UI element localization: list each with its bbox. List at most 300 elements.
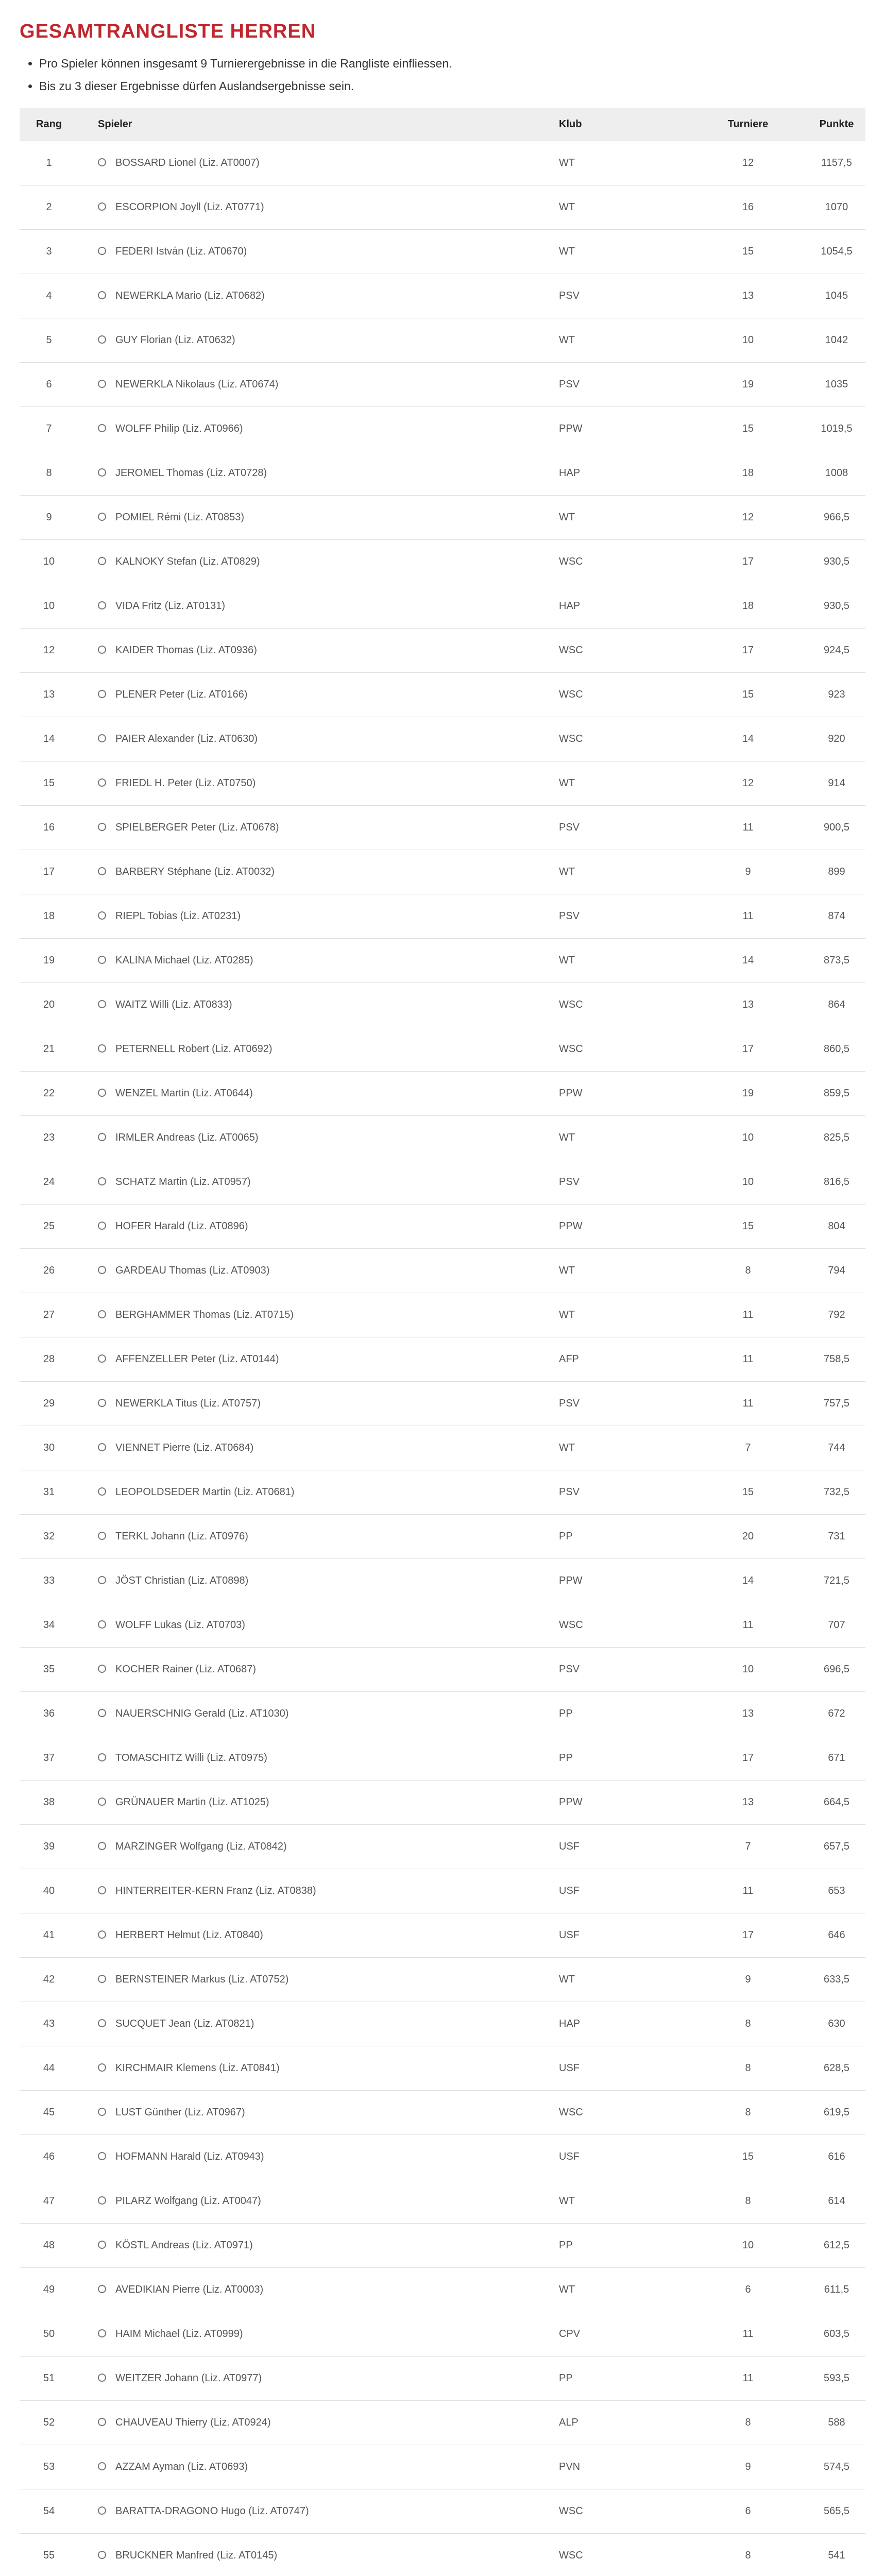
club-cell: PPW	[556, 1559, 688, 1603]
player-cell	[78, 1648, 556, 1692]
tournaments-cell: 12	[688, 761, 808, 806]
tournaments-cell: 8	[688, 2046, 808, 2091]
club-cell: PP	[556, 1515, 688, 1559]
player-cell	[78, 2046, 556, 2091]
player-name-link[interactable]: SPIELBERGER Peter (Liz. AT0678)	[115, 822, 279, 834]
tournaments-cell: 11	[688, 1382, 808, 1426]
table-row[interactable]	[20, 2401, 865, 2445]
rank-cell: 1	[20, 141, 78, 185]
user-circle-icon	[98, 2108, 106, 2116]
rank-cell: 31	[20, 1470, 78, 1515]
points-cell: 816,5	[808, 1160, 865, 1205]
rank-cell: 37	[20, 1736, 78, 1781]
user-circle-icon	[98, 1000, 106, 1008]
player-name-link[interactable]: AZZAM Ayman (Liz. AT0693)	[115, 2461, 248, 2473]
player-cell	[78, 141, 556, 185]
club-cell: PVN	[556, 2445, 688, 2489]
player-name-link[interactable]: BERNSTEINER Markus (Liz. AT0752)	[115, 1974, 289, 1986]
rank-cell: 28	[20, 1337, 78, 1382]
player-cell	[78, 1072, 556, 1116]
club-cell: WSC	[556, 629, 688, 673]
points-cell: 731	[808, 1515, 865, 1559]
player-name-link[interactable]: GARDEAU Thomas (Liz. AT0903)	[115, 1265, 270, 1277]
points-cell: 630	[808, 2002, 865, 2046]
player-cell	[78, 2312, 556, 2357]
rank-cell: 18	[20, 894, 78, 939]
player-cell	[78, 1027, 556, 1072]
points-cell: 859,5	[808, 1072, 865, 1116]
player-name-link[interactable]: RIEPL Tobias (Liz. AT0231)	[115, 910, 241, 922]
player-name-link[interactable]: TOMASCHITZ Willi (Liz. AT0975)	[115, 1752, 267, 1764]
player-name-link[interactable]: PLENER Peter (Liz. AT0166)	[115, 689, 248, 701]
player-name-link[interactable]: KALINA Michael (Liz. AT0285)	[115, 955, 253, 967]
player-cell	[78, 584, 556, 629]
rank-cell: 7	[20, 407, 78, 451]
tournaments-cell: 13	[688, 1781, 808, 1825]
user-circle-icon	[98, 2329, 106, 2337]
tournaments-cell: 10	[688, 1160, 808, 1205]
table-row[interactable]	[20, 761, 865, 806]
table-row[interactable]	[20, 1382, 865, 1426]
player-cell	[78, 806, 556, 850]
player-name-link[interactable]: MARZINGER Wolfgang (Liz. AT0842)	[115, 1841, 287, 1853]
rank-cell: 10	[20, 540, 78, 584]
points-cell: 860,5	[808, 1027, 865, 1072]
club-cell: USF	[556, 2135, 688, 2179]
rank-cell: 3	[20, 230, 78, 274]
table-row[interactable]	[20, 318, 865, 363]
table-row[interactable]	[20, 185, 865, 230]
player-name-link[interactable]: BRUCKNER Manfred (Liz. AT0145)	[115, 2550, 278, 2562]
rank-cell: 47	[20, 2179, 78, 2224]
tournaments-cell: 15	[688, 230, 808, 274]
player-name-link[interactable]: AVEDIKIAN Pierre (Liz. AT0003)	[115, 2284, 264, 2296]
player-name-link[interactable]: LEOPOLDSEDER Martin (Liz. AT0681)	[115, 1486, 295, 1498]
table-row[interactable]	[20, 2046, 865, 2091]
player-name-link[interactable]: BERGHAMMER Thomas (Liz. AT0715)	[115, 1309, 294, 1321]
table-row[interactable]	[20, 1958, 865, 2002]
tournaments-cell: 11	[688, 1603, 808, 1648]
table-row[interactable]	[20, 2312, 865, 2357]
column-header-tournaments: Turniere	[688, 108, 808, 141]
player-name-link[interactable]: IRMLER Andreas (Liz. AT0065)	[115, 1132, 259, 1144]
player-name-link[interactable]: KOCHER Rainer (Liz. AT0687)	[115, 1664, 257, 1675]
user-circle-icon	[98, 1310, 106, 1318]
rank-cell: 30	[20, 1426, 78, 1470]
rank-cell: 25	[20, 1205, 78, 1249]
table-row[interactable]	[20, 1470, 865, 1515]
table-body	[20, 141, 865, 2576]
player-name-link[interactable]: JEROMEL Thomas (Liz. AT0728)	[115, 467, 267, 479]
player-name-link[interactable]: AFFENZELLER Peter (Liz. AT0144)	[115, 1353, 279, 1365]
tournaments-cell: 13	[688, 983, 808, 1027]
player-name-link[interactable]: VIENNET Pierre (Liz. AT0684)	[115, 1442, 254, 1454]
tournaments-cell: 17	[688, 1736, 808, 1781]
player-name-link[interactable]: JÖST Christian (Liz. AT0898)	[115, 1575, 249, 1587]
table-row[interactable]	[20, 1559, 865, 1603]
player-cell	[78, 2135, 556, 2179]
points-cell: 593,5	[808, 2357, 865, 2401]
tournaments-cell: 17	[688, 540, 808, 584]
rank-cell: 2	[20, 185, 78, 230]
points-cell: 1035	[808, 363, 865, 407]
table-row[interactable]	[20, 1072, 865, 1116]
tournaments-cell: 8	[688, 1249, 808, 1293]
rank-cell: 46	[20, 2135, 78, 2179]
points-cell: 614	[808, 2179, 865, 2224]
table-row[interactable]	[20, 2224, 865, 2268]
table-row[interactable]	[20, 2135, 865, 2179]
tournaments-cell: 10	[688, 318, 808, 363]
player-cell	[78, 1736, 556, 1781]
points-cell: 1157,5	[808, 141, 865, 185]
tournaments-cell: 9	[688, 1958, 808, 2002]
table-row[interactable]	[20, 2179, 865, 2224]
table-row[interactable]	[20, 1205, 865, 1249]
player-name-link[interactable]: SUCQUET Jean (Liz. AT0821)	[115, 2018, 254, 2030]
rank-cell: 20	[20, 983, 78, 1027]
player-name-link[interactable]: TERKL Johann (Liz. AT0976)	[115, 1531, 248, 1543]
table-row[interactable]	[20, 1603, 865, 1648]
club-cell: HAP	[556, 584, 688, 629]
points-cell: 914	[808, 761, 865, 806]
table-row[interactable]	[20, 2002, 865, 2046]
points-cell: 873,5	[808, 939, 865, 983]
player-name-link[interactable]: HINTERREITER-KERN Franz (Liz. AT0838)	[115, 1885, 316, 1897]
tournaments-cell: 6	[688, 2489, 808, 2534]
player-cell	[78, 2401, 556, 2445]
tournaments-cell: 12	[688, 496, 808, 540]
club-cell: PSV	[556, 274, 688, 318]
table-row[interactable]	[20, 496, 865, 540]
table-row[interactable]	[20, 1648, 865, 1692]
club-cell: PP	[556, 2224, 688, 2268]
points-cell: 565,5	[808, 2489, 865, 2534]
points-cell: 603,5	[808, 2312, 865, 2357]
points-cell: 825,5	[808, 1116, 865, 1160]
user-circle-icon	[98, 2196, 106, 2205]
table-row[interactable]	[20, 1692, 865, 1736]
table-row[interactable]	[20, 1293, 865, 1337]
table-row[interactable]	[20, 1337, 865, 1382]
table-row[interactable]	[20, 1869, 865, 1913]
table-row[interactable]	[20, 894, 865, 939]
user-circle-icon	[98, 646, 106, 654]
club-cell: WT	[556, 496, 688, 540]
player-name-link[interactable]: FEDERI István (Liz. AT0670)	[115, 246, 247, 258]
player-cell	[78, 1426, 556, 1470]
user-circle-icon	[98, 690, 106, 698]
table-row[interactable]	[20, 983, 865, 1027]
player-name-link[interactable]: GRÜNAUER Martin (Liz. AT1025)	[115, 1797, 269, 1808]
table-row[interactable]	[20, 1249, 865, 1293]
tournaments-cell: 19	[688, 363, 808, 407]
user-circle-icon	[98, 778, 106, 787]
player-name-link[interactable]: WAITZ Willi (Liz. AT0833)	[115, 999, 232, 1011]
rank-cell: 27	[20, 1293, 78, 1337]
user-circle-icon	[98, 1798, 106, 1806]
points-cell: 1008	[808, 451, 865, 496]
tournaments-cell: 15	[688, 673, 808, 717]
club-cell: PSV	[556, 1648, 688, 1692]
table-row[interactable]	[20, 629, 865, 673]
player-name-link[interactable]: PILARZ Wolfgang (Liz. AT0047)	[115, 2195, 261, 2207]
note-item: • Bis zu 3 dieser Ergebnisse dürfen Auslandsergebnisse sein.	[39, 75, 865, 97]
player-name-link[interactable]: WOLFF Lukas (Liz. AT0703)	[115, 1619, 245, 1631]
table-row[interactable]	[20, 1426, 865, 1470]
table-row[interactable]	[20, 2489, 865, 2534]
rank-cell: 12	[20, 629, 78, 673]
rank-cell: 52	[20, 2401, 78, 2445]
table-row[interactable]	[20, 717, 865, 761]
table-row[interactable]	[20, 1825, 865, 1869]
user-circle-icon	[98, 956, 106, 964]
club-cell: WT	[556, 1116, 688, 1160]
rank-cell: 24	[20, 1160, 78, 1205]
tournaments-cell: 13	[688, 1692, 808, 1736]
table-row[interactable]	[20, 2445, 865, 2489]
table-row[interactable]	[20, 850, 865, 894]
user-circle-icon	[98, 867, 106, 875]
points-cell: 966,5	[808, 496, 865, 540]
player-name-link[interactable]: KAIDER Thomas (Liz. AT0936)	[115, 645, 257, 656]
rank-cell: 55	[20, 2534, 78, 2576]
user-circle-icon	[98, 2285, 106, 2293]
club-cell: WSC	[556, 540, 688, 584]
tournaments-cell: 15	[688, 407, 808, 451]
points-cell: 633,5	[808, 1958, 865, 2002]
table-row[interactable]	[20, 2268, 865, 2312]
points-cell: 899	[808, 850, 865, 894]
rank-cell: 34	[20, 1603, 78, 1648]
rank-cell: 9	[20, 496, 78, 540]
user-circle-icon	[98, 557, 106, 565]
user-circle-icon	[98, 1133, 106, 1141]
club-cell: PP	[556, 1736, 688, 1781]
player-cell	[78, 983, 556, 1027]
tournaments-cell: 11	[688, 894, 808, 939]
rank-cell: 43	[20, 2002, 78, 2046]
user-circle-icon	[98, 734, 106, 742]
table-row[interactable]	[20, 673, 865, 717]
tournaments-cell: 17	[688, 1027, 808, 1072]
tournaments-cell: 8	[688, 2401, 808, 2445]
points-cell: 758,5	[808, 1337, 865, 1382]
user-circle-icon	[98, 424, 106, 432]
tournaments-cell: 15	[688, 1470, 808, 1515]
user-circle-icon	[98, 1886, 106, 1894]
player-name-link[interactable]: HERBERT Helmut (Liz. AT0840)	[115, 1929, 263, 1941]
rank-cell: 29	[20, 1382, 78, 1426]
tournaments-cell: 8	[688, 2002, 808, 2046]
player-name-link[interactable]: HOFMANN Harald (Liz. AT0943)	[115, 2151, 264, 2163]
rank-cell: 41	[20, 1913, 78, 1958]
club-cell: USF	[556, 2046, 688, 2091]
table-row[interactable]	[20, 1160, 865, 1205]
tournaments-cell: 17	[688, 629, 808, 673]
player-name-link[interactable]: POMIEL Rémi (Liz. AT0853)	[115, 512, 245, 523]
table-row[interactable]	[20, 407, 865, 451]
table-row[interactable]	[20, 806, 865, 850]
club-cell: PSV	[556, 1160, 688, 1205]
user-circle-icon	[98, 2152, 106, 2160]
player-name-link[interactable]: BARBERY Stéphane (Liz. AT0032)	[115, 866, 275, 878]
club-cell: PPW	[556, 1781, 688, 1825]
points-cell: 920	[808, 717, 865, 761]
player-name-link[interactable]: GUY Florian (Liz. AT0632)	[115, 334, 235, 346]
player-cell	[78, 451, 556, 496]
player-cell	[78, 2489, 556, 2534]
player-name-link[interactable]: CHAUVEAU Thierry (Liz. AT0924)	[115, 2417, 271, 2429]
points-cell: 707	[808, 1603, 865, 1648]
player-name-link[interactable]: HOFER Harald (Liz. AT0896)	[115, 1221, 248, 1232]
table-row[interactable]	[20, 274, 865, 318]
player-cell	[78, 318, 556, 363]
table-row[interactable]	[20, 1913, 865, 1958]
club-cell: WT	[556, 230, 688, 274]
table-row[interactable]	[20, 230, 865, 274]
player-name-link[interactable]: ESCORPION Joyll (Liz. AT0771)	[115, 201, 264, 213]
player-cell	[78, 629, 556, 673]
table-row[interactable]	[20, 1736, 865, 1781]
points-cell: 874	[808, 894, 865, 939]
table-row[interactable]	[20, 2534, 865, 2576]
club-cell: WSC	[556, 2534, 688, 2576]
player-name-link[interactable]: NEWERKLA Nikolaus (Liz. AT0674)	[115, 379, 279, 391]
user-circle-icon	[98, 2374, 106, 2382]
tournaments-cell: 14	[688, 1559, 808, 1603]
table-row[interactable]	[20, 540, 865, 584]
rank-cell: 38	[20, 1781, 78, 1825]
points-cell: 792	[808, 1293, 865, 1337]
table-header	[20, 108, 865, 141]
club-cell: HAP	[556, 451, 688, 496]
user-circle-icon	[98, 1753, 106, 1761]
club-cell: PSV	[556, 1470, 688, 1515]
page-title: GESAMTRANGLISTE HERREN	[20, 21, 316, 42]
tournaments-cell: 18	[688, 584, 808, 629]
player-cell	[78, 2445, 556, 2489]
player-name-link[interactable]: BOSSARD Lionel (Liz. AT0007)	[115, 157, 260, 169]
player-name-link[interactable]: HAIM Michael (Liz. AT0999)	[115, 2328, 243, 2340]
notes-list	[20, 52, 865, 97]
tournaments-cell: 7	[688, 1825, 808, 1869]
user-circle-icon	[98, 1576, 106, 1584]
player-name-link[interactable]: SCHATZ Martin (Liz. AT0957)	[115, 1176, 251, 1188]
player-cell	[78, 1249, 556, 1293]
club-cell: PSV	[556, 806, 688, 850]
user-circle-icon	[98, 1842, 106, 1850]
points-cell: 732,5	[808, 1470, 865, 1515]
rank-cell: 5	[20, 318, 78, 363]
user-circle-icon	[98, 1620, 106, 1629]
player-name-link[interactable]: NEWERKLA Titus (Liz. AT0757)	[115, 1398, 261, 1410]
table-row[interactable]	[20, 1116, 865, 1160]
user-circle-icon	[98, 2063, 106, 2072]
player-name-link[interactable]: BARATTA-DRAGONO Hugo (Liz. AT0747)	[115, 2505, 309, 2517]
player-name-link[interactable]: WEITZER Johann (Liz. AT0977)	[115, 2372, 262, 2384]
player-name-link[interactable]: KÖSTL Andreas (Liz. AT0971)	[115, 2240, 253, 2251]
user-circle-icon	[98, 2418, 106, 2426]
player-cell	[78, 540, 556, 584]
points-cell: 612,5	[808, 2224, 865, 2268]
player-cell	[78, 673, 556, 717]
table-row[interactable]	[20, 451, 865, 496]
player-name-link[interactable]: VIDA Fritz (Liz. AT0131)	[115, 600, 226, 612]
points-cell: 696,5	[808, 1648, 865, 1692]
user-circle-icon	[98, 2551, 106, 2559]
points-cell: 864	[808, 983, 865, 1027]
tournaments-cell: 6	[688, 2268, 808, 2312]
rank-cell: 21	[20, 1027, 78, 1072]
player-name-link[interactable]: NAUERSCHNIG Gerald (Liz. AT1030)	[115, 1708, 289, 1720]
club-cell: WT	[556, 1958, 688, 2002]
table-row[interactable]	[20, 1781, 865, 1825]
club-cell: PSV	[556, 894, 688, 939]
player-name-link[interactable]: LUST Günther (Liz. AT0967)	[115, 2107, 245, 2119]
user-circle-icon	[98, 380, 106, 388]
points-cell: 757,5	[808, 1382, 865, 1426]
player-name-link[interactable]: PAIER Alexander (Liz. AT0630)	[115, 733, 258, 745]
user-circle-icon	[98, 513, 106, 521]
tournaments-cell: 19	[688, 1072, 808, 1116]
player-name-link[interactable]: KALNOKY Stefan (Liz. AT0829)	[115, 556, 260, 568]
table-row[interactable]	[20, 141, 865, 185]
player-name-link[interactable]: PETERNELL Robert (Liz. AT0692)	[115, 1043, 273, 1055]
player-name-link[interactable]: WENZEL Martin (Liz. AT0644)	[115, 1088, 253, 1099]
user-circle-icon	[98, 1930, 106, 1939]
points-cell: 721,5	[808, 1559, 865, 1603]
table-row[interactable]	[20, 2357, 865, 2401]
user-circle-icon	[98, 468, 106, 477]
table-row[interactable]	[20, 939, 865, 983]
points-cell: 619,5	[808, 2091, 865, 2135]
club-cell: WT	[556, 1426, 688, 1470]
rank-cell: 6	[20, 363, 78, 407]
player-cell	[78, 185, 556, 230]
player-name-link[interactable]: WOLFF Philip (Liz. AT0966)	[115, 423, 243, 435]
player-cell	[78, 2224, 556, 2268]
table-row[interactable]	[20, 584, 865, 629]
club-cell: WT	[556, 850, 688, 894]
player-cell	[78, 1913, 556, 1958]
user-circle-icon	[98, 1399, 106, 1407]
player-name-link[interactable]: FRIEDL H. Peter (Liz. AT0750)	[115, 777, 256, 789]
player-cell	[78, 1160, 556, 1205]
table-row[interactable]	[20, 1027, 865, 1072]
player-cell	[78, 1781, 556, 1825]
player-cell	[78, 1869, 556, 1913]
club-cell: ALP	[556, 2401, 688, 2445]
table-row[interactable]	[20, 2091, 865, 2135]
points-cell: 653	[808, 1869, 865, 1913]
user-circle-icon	[98, 1089, 106, 1097]
club-cell: PSV	[556, 363, 688, 407]
player-name-link[interactable]: KIRCHMAIR Klemens (Liz. AT0841)	[115, 2062, 280, 2074]
club-cell: WT	[556, 761, 688, 806]
player-name-link[interactable]: NEWERKLA Mario (Liz. AT0682)	[115, 290, 265, 302]
points-cell: 664,5	[808, 1781, 865, 1825]
rank-cell: 19	[20, 939, 78, 983]
table-row[interactable]	[20, 363, 865, 407]
points-cell: 930,5	[808, 540, 865, 584]
table-row[interactable]	[20, 1515, 865, 1559]
rank-cell: 50	[20, 2312, 78, 2357]
user-circle-icon	[98, 1665, 106, 1673]
points-cell: 628,5	[808, 2046, 865, 2091]
club-cell: CPV	[556, 2312, 688, 2357]
points-cell: 657,5	[808, 1825, 865, 1869]
